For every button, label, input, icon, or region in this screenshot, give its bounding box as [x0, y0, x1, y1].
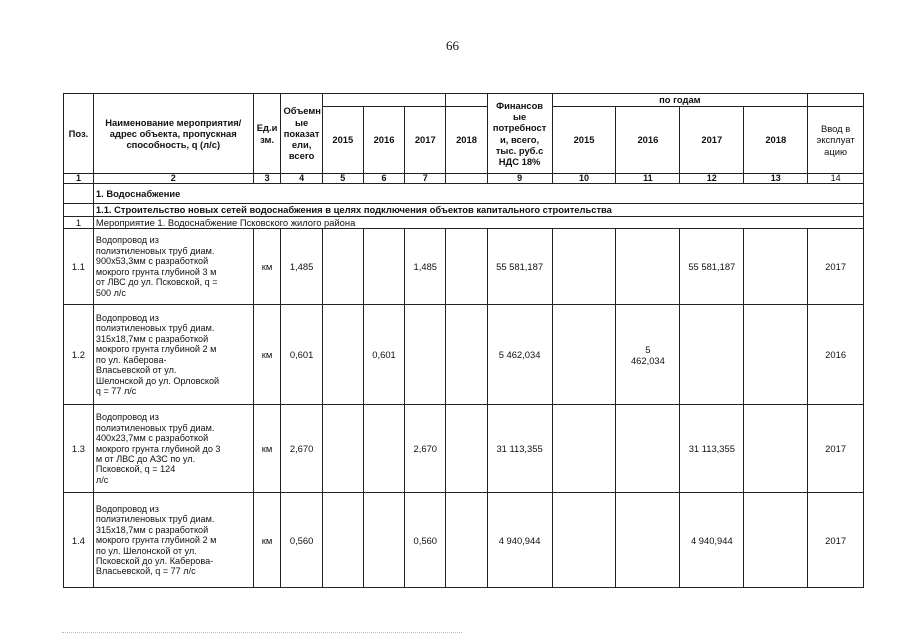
row-volume-2015 — [322, 493, 363, 588]
col-number: 10 — [552, 174, 616, 184]
header-commission: Ввод в эксплуат ацию — [808, 107, 864, 174]
row-fin-2016 — [616, 405, 680, 493]
row-volume-2016: 0,601 — [363, 305, 404, 405]
col-number: 4 — [281, 174, 322, 184]
col-number: 9 — [487, 174, 552, 184]
header-volume: Объемн ые показат ели, всего — [281, 94, 322, 174]
header-name: Наименование мероприятия/адрес объекта, пропускная способность, q (л/с) — [93, 94, 253, 174]
row-fin-2018 — [744, 405, 808, 493]
header-year-2016: 2016 — [363, 107, 404, 174]
header-pos: Поз. — [64, 94, 94, 174]
row-fin-2017: 31 113,355 — [680, 405, 744, 493]
row-financing: 55 581,187 — [487, 229, 552, 305]
subsection-title: 1.1. Строительство новых сетей водоснабжения в целях подключения объектов капитального строительства — [93, 204, 863, 217]
header-fin-year-2017: 2017 — [680, 107, 744, 174]
row-description: Водопровод из полиэтиленовых труб диам. 900х53,3мм с разработкой мокрого грунта глубиной 3 м от ЛВС до ул. Псковской, q = 500 л/с — [93, 229, 253, 305]
column-number-row — [64, 174, 864, 184]
investment-program-table — [63, 93, 864, 588]
section-row — [64, 184, 864, 204]
row-volume: 0,560 — [281, 493, 322, 588]
row-fin-2018 — [744, 229, 808, 305]
header-fin-year-2016: 2016 — [616, 107, 680, 174]
row-volume-2017: 2,670 — [405, 405, 446, 493]
section-title: 1. Водоснабжение — [93, 184, 863, 204]
row-volume-2015 — [322, 229, 363, 305]
col-number: 2 — [93, 174, 253, 184]
col-number: 3 — [253, 174, 281, 184]
col-number: 11 — [616, 174, 680, 184]
row-volume: 0,601 — [281, 305, 322, 405]
row-fin-2017 — [680, 305, 744, 405]
table-row — [64, 229, 864, 305]
row-unit: км — [253, 229, 281, 305]
row-volume-2017 — [405, 305, 446, 405]
subsection-pos-cell — [64, 204, 94, 217]
header-year-2018: 2018 — [446, 107, 487, 174]
page-number: 66 — [446, 38, 459, 53]
row-financing: 4 940,944 — [487, 493, 552, 588]
row-volume-2018 — [446, 405, 487, 493]
row-fin-2018 — [744, 493, 808, 588]
row-description: Водопровод из полиэтиленовых труб диам. 315х18,7мм с разработкой мокрого грунта глубиной 2 м по ул. Шелонской от ул. Псковской до ул. Каберова- Власьевской, q = 77 л/с — [93, 493, 253, 588]
row-unit: км — [253, 405, 281, 493]
col-number — [446, 174, 487, 184]
header-financing: Финансов ые потребност и, всего, тыс. руб.с НДС 18% — [487, 94, 552, 174]
row-pos: 1.3 — [64, 405, 94, 493]
row-commission: 2017 — [808, 405, 864, 493]
header-blank-cell — [446, 94, 487, 107]
col-number: 14 — [808, 174, 864, 184]
row-volume: 1,485 — [281, 229, 322, 305]
measure-title: Мероприятие 1. Водоснабжение Псковского жилого района — [93, 217, 863, 229]
table-row — [64, 305, 864, 405]
col-number: 1 — [64, 174, 94, 184]
row-volume-2015 — [322, 405, 363, 493]
row-volume-2018 — [446, 493, 487, 588]
row-fin-2015 — [552, 493, 616, 588]
measure-pos: 1 — [64, 217, 94, 229]
row-volume-2017: 1,485 — [405, 229, 446, 305]
row-volume-2016 — [363, 493, 404, 588]
section-pos-cell — [64, 184, 94, 204]
row-fin-2016 — [616, 493, 680, 588]
scan-artifact-line — [62, 632, 462, 635]
header-volume-years-group — [322, 94, 446, 107]
row-volume: 2,670 — [281, 405, 322, 493]
row-unit: км — [253, 305, 281, 405]
row-volume-2016 — [363, 229, 404, 305]
row-pos: 1.4 — [64, 493, 94, 588]
row-commission: 2017 — [808, 493, 864, 588]
header-unit: Ед.и зм. — [253, 94, 281, 174]
header-year-2017: 2017 — [405, 107, 446, 174]
row-pos: 1.2 — [64, 305, 94, 405]
header-fin-year-2018: 2018 — [744, 107, 808, 174]
row-description: Водопровод из полиэтиленовых труб диам. 315х18,7мм с разработкой мокрого грунта глубиной 2 м по ул. Каберова- Власьевской от ул. Шелонской до ул. Орловской q = 77 л/с — [93, 305, 253, 405]
subsection-row — [64, 204, 864, 217]
row-fin-2017: 4 940,944 — [680, 493, 744, 588]
row-pos: 1.1 — [64, 229, 94, 305]
row-fin-2018 — [744, 305, 808, 405]
table-row — [64, 493, 864, 588]
row-fin-2015 — [552, 405, 616, 493]
row-volume-2016 — [363, 405, 404, 493]
measure-row — [64, 217, 864, 229]
row-fin-2015 — [552, 229, 616, 305]
row-commission: 2016 — [808, 305, 864, 405]
header-by-years: по годам — [552, 94, 808, 107]
row-financing: 5 462,034 — [487, 305, 552, 405]
col-number: 12 — [680, 174, 744, 184]
row-volume-2018 — [446, 229, 487, 305]
col-number: 7 — [405, 174, 446, 184]
header-year-2015: 2015 — [322, 107, 363, 174]
row-volume-2015 — [322, 305, 363, 405]
table-row — [64, 405, 864, 493]
row-unit: км — [253, 493, 281, 588]
col-number: 5 — [322, 174, 363, 184]
row-volume-2018 — [446, 305, 487, 405]
row-description: Водопровод из полиэтиленовых труб диам. 400х23,7мм с разработкой мокрого грунта глубиной до 3 м от ЛВС до АЗС по ул. Псковской, q = 124 л/с — [93, 405, 253, 493]
row-commission: 2017 — [808, 229, 864, 305]
header-blank-cell — [808, 94, 864, 107]
row-financing: 31 113,355 — [487, 405, 552, 493]
row-fin-2017: 55 581,187 — [680, 229, 744, 305]
row-fin-2016: 5 462,034 — [616, 305, 680, 405]
col-number: 6 — [363, 174, 404, 184]
row-fin-2016 — [616, 229, 680, 305]
row-volume-2017: 0,560 — [405, 493, 446, 588]
row-fin-2015 — [552, 305, 616, 405]
col-number: 13 — [744, 174, 808, 184]
header-fin-year-2015: 2015 — [552, 107, 616, 174]
